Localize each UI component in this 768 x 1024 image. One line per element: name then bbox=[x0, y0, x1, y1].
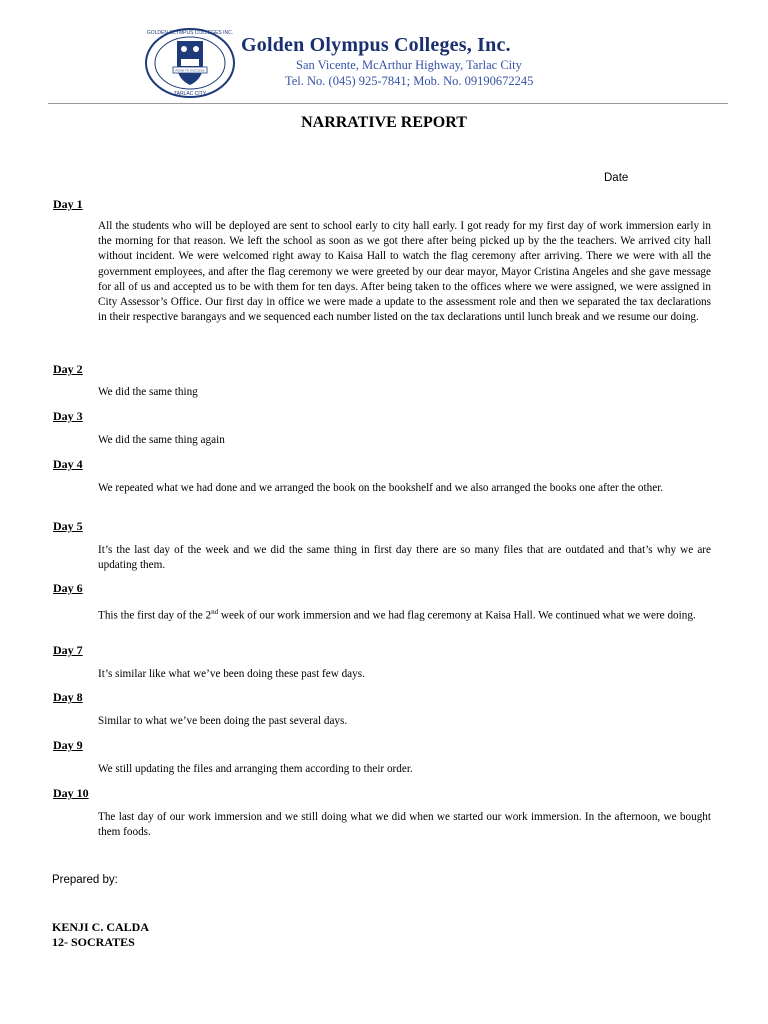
header-divider bbox=[48, 103, 728, 104]
day-1-text: All the students who will be deployed are sent to school early to city hall early. I got ready for my first day of work immersion early in the morning for that reason. We left the school as soon as we got there after being picked up by the the teachers. We arrived city hall without incident. We were welcomed right away to Kaisa Hall to watch the flag ceremony after arriving. There we were with all the government employees, and after the flag ceremony we were greeted by our dear mayor, Mayor Cristina Angeles and she gave message for all of us and accepted us to be with them for ten days. After being taken to the offices where we were assigned, we were assigned in City Assessor’s Office. Our first day in office we were made a update to the assessment role and then we separated the tax declarations in their respective barangays and we sequenced each number listed on the tax declarations until lunch break and we resume our doing. bbox=[98, 220, 711, 324]
seal-text-top: GOLDEN OLYMPUS COLLEGES INC. bbox=[146, 30, 234, 36]
day-6-text-end: week of our work immersion and we had flag ceremony at Kaisa Hall. We continued what we were doing. bbox=[218, 609, 696, 622]
school-name: Golden Olympus Colleges, Inc. bbox=[241, 34, 511, 56]
day-2-label: Day 2 bbox=[53, 362, 83, 376]
day-7-text: It’s similar like what we’ve been doing these past few days. bbox=[98, 668, 365, 680]
seal-motto: ROAD TO SUCCESS bbox=[175, 68, 205, 73]
report-title: NARRATIVE REPORT bbox=[301, 114, 467, 131]
day-9-text: We still updating the files and arranging them according to their order. bbox=[98, 763, 413, 775]
day-6-ordinal-suffix: nd bbox=[211, 608, 219, 616]
day-6-label: Day 6 bbox=[53, 581, 83, 595]
day-5-text: It’s the last day of the week and we did the same thing in first day there are so many files that are outdated and that’s why we are updating them. bbox=[98, 544, 711, 572]
day-8-label: Day 8 bbox=[53, 690, 83, 704]
day-8-text: Similar to what we’ve been doing the past several days. bbox=[98, 715, 348, 727]
day-3-label: Day 3 bbox=[53, 409, 83, 423]
day-9-label: Day 9 bbox=[53, 738, 83, 752]
day-10-label: Day 10 bbox=[53, 786, 89, 800]
day-6-text bbox=[98, 605, 711, 624]
day-1-label: Day 1 bbox=[53, 197, 83, 211]
day-5-label: Day 5 bbox=[53, 519, 83, 533]
school-contact: Tel. No. (045) 925-7841; Mob. No. 09190672245 bbox=[285, 74, 534, 88]
author-section: 12- SOCRATES bbox=[52, 935, 135, 949]
author-name: KENJI C. CALDA bbox=[52, 920, 150, 934]
school-seal-logo bbox=[144, 27, 236, 99]
prepared-by-label: Prepared by: bbox=[52, 874, 118, 886]
day-2-text: We did the same thing bbox=[98, 386, 198, 398]
day-4-text: We repeated what we had done and we arranged the book on the bookshelf and we also arranged the books one after the other. bbox=[98, 482, 664, 494]
day-4-label: Day 4 bbox=[53, 457, 83, 471]
date-label: Date bbox=[604, 172, 629, 184]
day-3-text: We did the same thing again bbox=[98, 434, 225, 446]
day-6-text-start: This the first day of the 2 bbox=[98, 609, 212, 622]
seal-text-bottom: TARLAC CITY bbox=[173, 91, 207, 97]
day-7-label: Day 7 bbox=[53, 643, 83, 657]
school-address: San Vicente, McArthur Highway, Tarlac City bbox=[296, 58, 522, 72]
day-10-text: The last day of our work immersion and we still doing what we did when we started our work immersion. In the afternoon, we bought them foods. bbox=[98, 811, 711, 839]
